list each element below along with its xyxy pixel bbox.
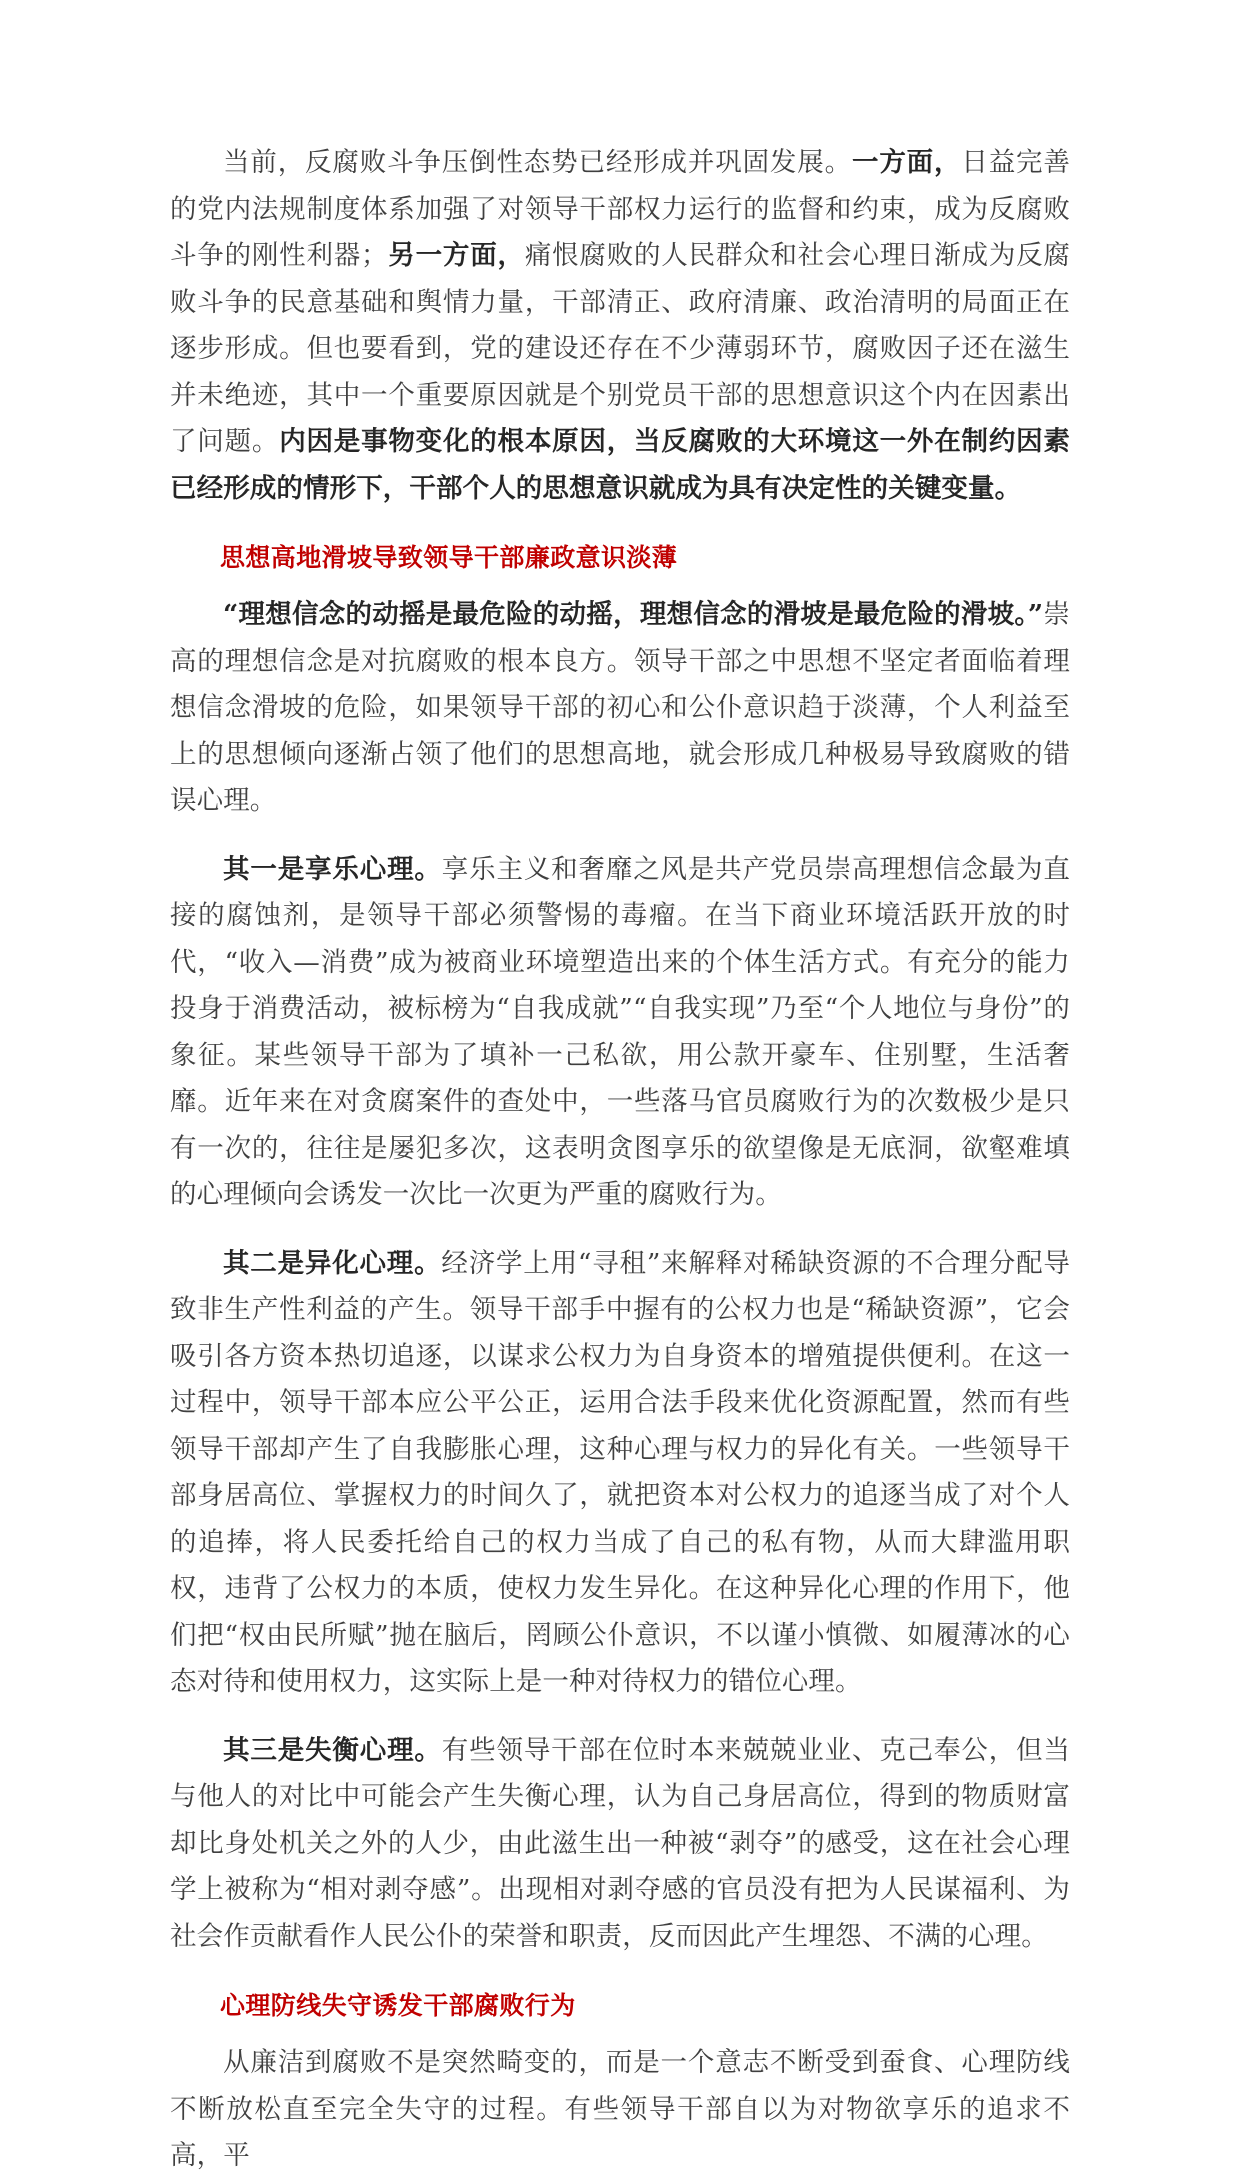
emphasis-text-run: 其二是异化心理。 — [223, 1247, 442, 1279]
body-paragraph — [170, 2040, 1070, 2180]
text-run: 经济学上用“寻租”来解释对稀缺资源的不合理分配导致非生产性利益的产生。领导干部手中握有的公权力也是“稀缺资源”，它会吸引各方资本热切追逐，以谋求公权力为自身资本的增殖提供便利。在这一过程中，领导干部本应公平公正，运用合法手段来优化资源配置，然而有些领导干部却产生了自我膨胀心理，这种心理与权力的异化有关。一些领导干部身居高位、掌握权力的时间久了，就把资本对公权力的追逐当成了对个人的追捧，将人民委托给自己的权力当成了自己的私有物，从而大肆滥用职权，违背了公权力的本质，使权力发生异化。在这种异化心理的作用下，他们把“权由民所赋”抛在脑后，罔顾公仆意识，不以谨小慎微、如履薄冰的心态对待和使用权力，这实际上是一种对待权力的错位心理。 — [170, 1247, 1070, 1697]
emphasis-text-run: 其三是失衡心理。 — [223, 1734, 442, 1766]
body-paragraph — [170, 592, 1070, 825]
text-run: 从廉洁到腐败不是突然畸变的，而是一个意志不断受到蚕食、心理防线不断放松直至完全失守的过程。有些领导干部自以为对物欲享乐的追求不高，平 — [170, 2047, 1070, 2171]
body-paragraph — [170, 140, 1070, 512]
text-run: 日益完善的党内法规制度体系加强了对领导干部权力运行的监督和约束，成为反腐败斗争的刚性利器； — [170, 147, 1070, 271]
text-run: 享乐主义和奢靡之风是共产党员崇高理想信念最为直接的腐蚀剂，是领导干部必须警惕的毒瘤。在当下商业环境活跃开放的时代，“收入—消费”成为被商业环境塑造出来的个体生活方式。有充分的能力投身于消费活动，被标榜为“自我成就”“自我实现”乃至“个人地位与身份”的象征。某些领导干部为了填补一己私欲，用公款开豪车、住别墅，生活奢靡。近年来在对贪腐案件的查处中，一些落马官员腐败行为的次数极少是只有一次的，往往是屡犯多次，这表明贪图享乐的欲望像是无底洞，欲壑难填的心理倾向会诱发一次比一次更为严重的腐败行为。 — [170, 853, 1070, 1210]
text-run: 崇高的理想信念是对抗腐败的根本良方。领导干部之中思想不坚定者面临着理想信念滑坡的危险，如果领导干部的初心和公仆意识趋于淡薄，个人利益至上的思想倾向逐渐占领了他们的思想高地，就会形成几种极易导致腐败的错误心理。 — [170, 599, 1070, 816]
emphasis-text-run: 其一是享乐心理。 — [223, 853, 442, 885]
text-run: 有些领导干部在位时本来兢兢业业、克己奉公，但当与他人的对比中可能会产生失衡心理，认为自己身居高位，得到的物质财富却比身处机关之外的人少，由此滋生出一种被“剥夺”的感受，这在社会心理学上被称为“相对剥夺感”。出现相对剥夺感的官员没有把为人民谋福利、为社会作贡献看作人民公仆的荣誉和职责，反而因此产生埋怨、不满的心理。 — [170, 1734, 1070, 1952]
text-run: 痛恨腐败的人民群众和社会心理日渐成为反腐败斗争的民意基础和舆情力量，干部清正、政府清廉、政治清明的局面正在逐步形成。但也要看到，党的建设还存在不少薄弱环节，腐败因子还在滋生并未绝迹，其中一个重要原因就是个别党员干部的思想意识这个内在因素出了问题。 — [170, 240, 1071, 457]
document-body — [170, 140, 1070, 2180]
body-paragraph — [170, 1241, 1070, 1706]
text-run: 当前，反腐败斗争压倒性态势已经形成并巩固发展。 — [223, 147, 852, 178]
emphasis-text-run: “理想信念的动摇是最危险的动摇，理想信念的滑坡是最危险的滑坡。” — [223, 599, 1044, 630]
body-paragraph — [170, 847, 1070, 1219]
section-heading: 心理防线失守诱发干部腐败行为 — [220, 1991, 576, 2020]
body-paragraph — [170, 1728, 1070, 1961]
emphasis-text-run: 一方面， — [851, 147, 962, 178]
section-heading: 思想高地滑坡导致领导干部廉政意识淡薄 — [220, 543, 678, 572]
emphasis-text-run: 内因是事物变化的根本原因，当反腐败的大环境这一外在制约因素已经形成的情形下，干部个人的思想意识就成为具有决定性的关键变量。 — [170, 426, 1071, 504]
emphasis-text-run: 另一方面， — [387, 240, 525, 271]
